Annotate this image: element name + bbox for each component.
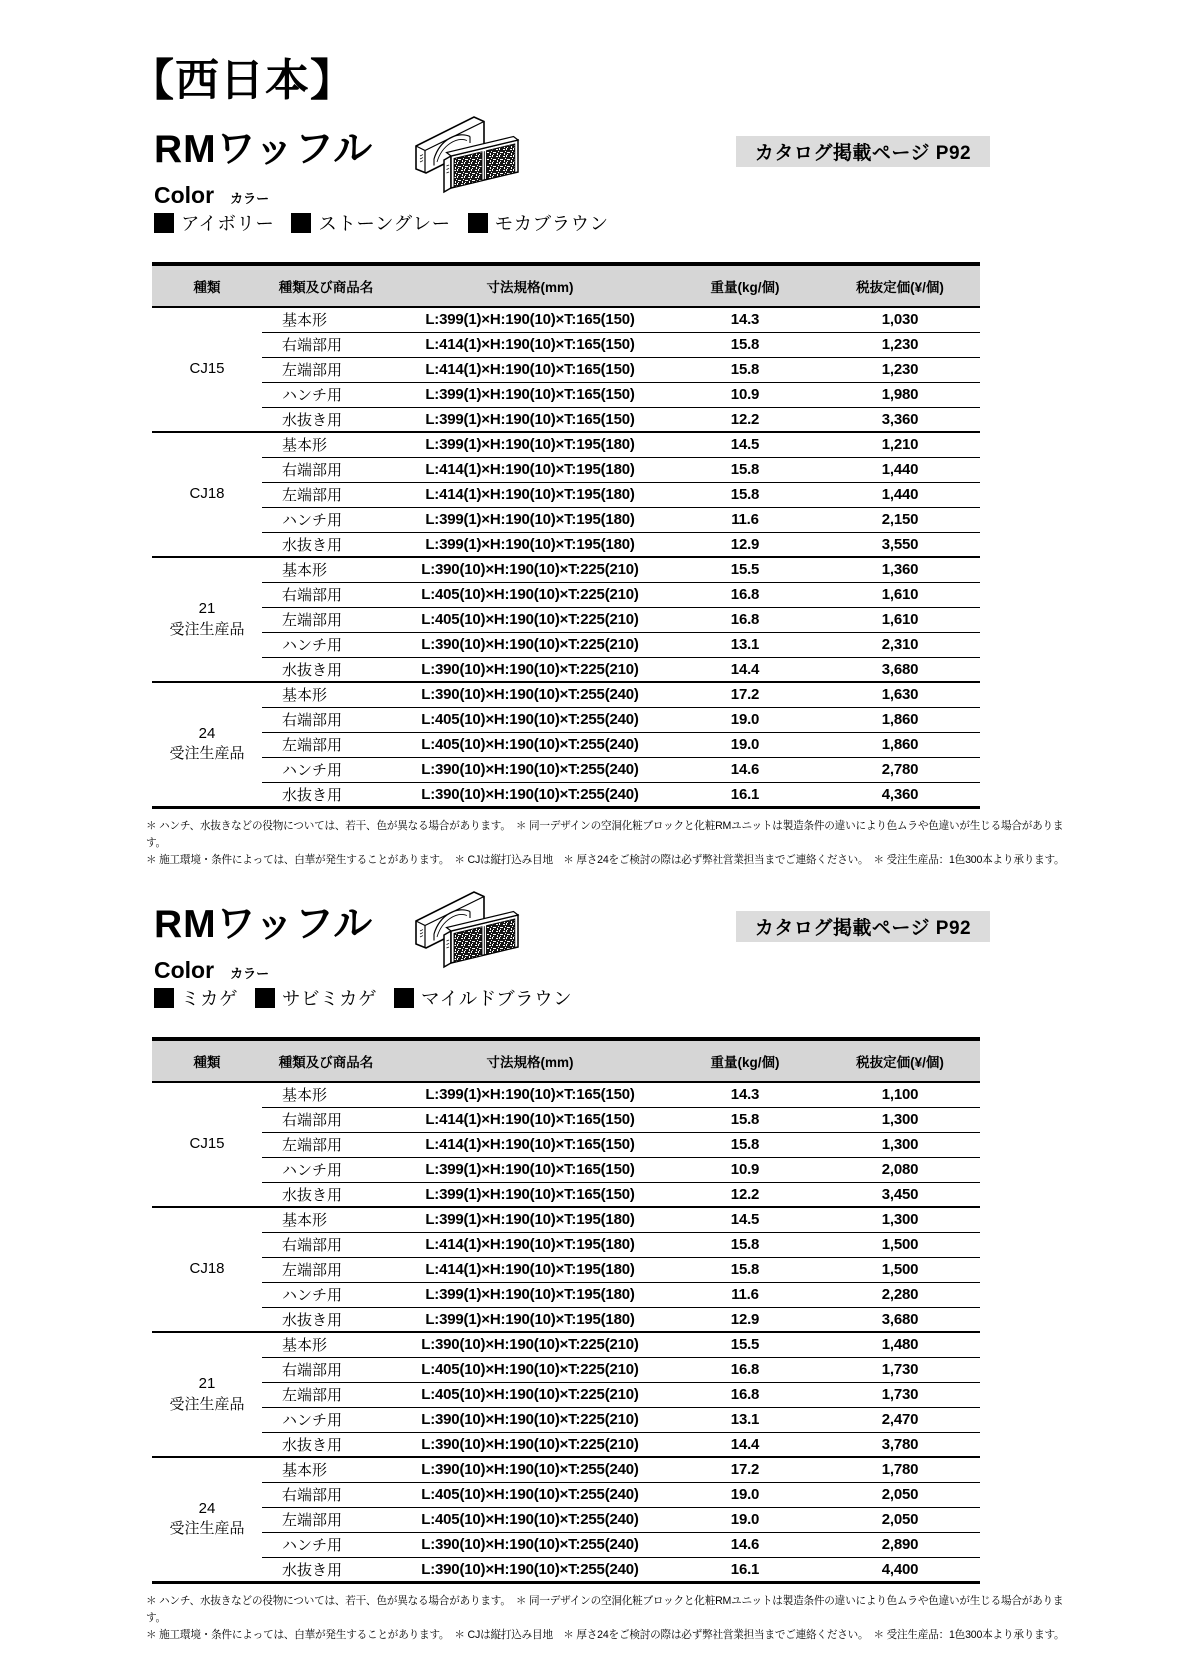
product-name-cell: 水抜き用 <box>262 1557 390 1582</box>
dimensions-cell: L:414(1)×H:190(10)×T:195(180) <box>390 1232 670 1257</box>
color-swatch-item <box>154 210 274 236</box>
weight-cell: 15.8 <box>670 357 820 382</box>
product-name-cell: 水抜き用 <box>262 532 390 557</box>
table-row <box>152 1432 980 1457</box>
product-name-cell: ハンチ用 <box>262 1282 390 1307</box>
product-name-cell: 基本形 <box>262 682 390 707</box>
table-row <box>152 1357 980 1382</box>
table-row <box>152 1532 980 1557</box>
product-name-cell: 右端部用 <box>262 457 390 482</box>
product-name-cell: 左端部用 <box>262 732 390 757</box>
product-name-cell: 右端部用 <box>262 1107 390 1132</box>
kind-cell: CJ15 <box>152 307 262 432</box>
table-row <box>152 557 980 582</box>
table-row <box>152 1507 980 1532</box>
weight-cell: 14.4 <box>670 1432 820 1457</box>
dimensions-cell: L:414(1)×H:190(10)×T:195(180) <box>390 482 670 507</box>
color-swatch-label: アイボリー <box>181 213 275 234</box>
price-cell: 1,440 <box>820 457 980 482</box>
weight-cell: 15.8 <box>670 482 820 507</box>
color-swatch-icon <box>255 988 275 1008</box>
weight-cell: 15.8 <box>670 1107 820 1132</box>
product-name-cell: 左端部用 <box>262 482 390 507</box>
kind-cell: 24 受注生産品 <box>152 682 262 807</box>
price-cell: 1,730 <box>820 1357 980 1382</box>
weight-cell: 16.8 <box>670 1357 820 1382</box>
price-cell: 3,680 <box>820 1307 980 1332</box>
weight-cell: 14.5 <box>670 1207 820 1232</box>
product-name-cell: ハンチ用 <box>262 1532 390 1557</box>
price-cell: 2,080 <box>820 1157 980 1182</box>
product-name-cell: 右端部用 <box>262 1357 390 1382</box>
table-row <box>152 332 980 357</box>
table-row <box>152 1107 980 1132</box>
price-cell: 3,780 <box>820 1432 980 1457</box>
table-row <box>152 682 980 707</box>
dimensions-cell: L:399(1)×H:190(10)×T:165(150) <box>390 407 670 432</box>
table-row <box>152 657 980 682</box>
spec-table-body <box>152 307 980 807</box>
table-row <box>152 407 980 432</box>
price-cell: 2,310 <box>820 632 980 657</box>
dimensions-cell: L:399(1)×H:190(10)×T:195(180) <box>390 507 670 532</box>
product-name-cell: 基本形 <box>262 1332 390 1357</box>
price-cell: 2,280 <box>820 1282 980 1307</box>
column-header: 税抜定価(¥/個) <box>820 1039 980 1082</box>
footnote-line: ＊ 施工環境・条件によっては、白華が発生することがあります。 ＊ CJは縦打込み目地 ＊ 厚さ24をご検討の際は必ず弊社営業担当までご連絡ください。 ＊ 受注生産品：1色300本より承ります。 <box>146 854 1065 867</box>
color-swatch-item <box>154 985 238 1011</box>
color-heading-ja: カラー <box>230 966 270 981</box>
kind-cell: 24 受注生産品 <box>152 1457 262 1582</box>
weight-cell: 13.1 <box>670 632 820 657</box>
product-name-cell: 基本形 <box>262 1207 390 1232</box>
product-name-cell: 左端部用 <box>262 1382 390 1407</box>
color-swatch-label: サビミカゲ <box>282 988 378 1009</box>
price-cell: 1,440 <box>820 482 980 507</box>
product-title: RMワッフル <box>154 128 374 171</box>
kind-cell: CJ18 <box>152 1207 262 1332</box>
price-cell: 1,300 <box>820 1207 980 1232</box>
dimensions-cell: L:399(1)×H:190(10)×T:195(180) <box>390 1282 670 1307</box>
weight-cell: 15.5 <box>670 1332 820 1357</box>
product-name-cell: 左端部用 <box>262 1257 390 1282</box>
color-heading-ja: カラー <box>230 191 270 206</box>
table-row <box>152 1257 980 1282</box>
waffle-block-illustration <box>404 106 526 204</box>
price-cell: 2,780 <box>820 757 980 782</box>
color-swatch-icon <box>154 213 174 233</box>
weight-cell: 15.8 <box>670 1132 820 1157</box>
price-cell: 1,610 <box>820 582 980 607</box>
table-row <box>152 507 980 532</box>
weight-cell: 16.8 <box>670 1382 820 1407</box>
color-swatch-label: モカブラウン <box>494 213 609 234</box>
price-cell: 1,210 <box>820 432 980 457</box>
price-cell: 3,680 <box>820 657 980 682</box>
table-row <box>152 1232 980 1257</box>
dimensions-cell: L:390(10)×H:190(10)×T:255(240) <box>390 682 670 707</box>
spec-table <box>152 262 980 809</box>
color-heading-row <box>154 182 269 209</box>
product-name-cell: 水抜き用 <box>262 1307 390 1332</box>
dimensions-cell: L:405(10)×H:190(10)×T:225(210) <box>390 607 670 632</box>
catalog-page-badge: カタログ掲載ページ P92 <box>736 911 990 942</box>
color-swatch-label: ミカゲ <box>181 988 239 1009</box>
price-cell: 3,550 <box>820 532 980 557</box>
price-cell: 2,150 <box>820 507 980 532</box>
table-row <box>152 582 980 607</box>
product-name-cell: 基本形 <box>262 307 390 332</box>
dimensions-cell: L:390(10)×H:190(10)×T:255(240) <box>390 757 670 782</box>
price-cell: 2,050 <box>820 1482 980 1507</box>
price-cell: 1,360 <box>820 557 980 582</box>
price-cell: 1,230 <box>820 357 980 382</box>
dimensions-cell: L:399(1)×H:190(10)×T:195(180) <box>390 1307 670 1332</box>
dimensions-cell: L:405(10)×H:190(10)×T:225(210) <box>390 1382 670 1407</box>
dimensions-cell: L:390(10)×H:190(10)×T:255(240) <box>390 1532 670 1557</box>
dimensions-cell: L:390(10)×H:190(10)×T:255(240) <box>390 782 670 807</box>
region-title: 【西日本】 <box>130 56 355 105</box>
table-row <box>152 607 980 632</box>
product-section <box>146 118 1067 867</box>
table-row <box>152 1332 980 1357</box>
dimensions-cell: L:405(10)×H:190(10)×T:255(240) <box>390 732 670 757</box>
column-header: 種類 <box>152 264 262 307</box>
color-swatch-icon <box>291 213 311 233</box>
product-name-cell: 右端部用 <box>262 1482 390 1507</box>
dimensions-cell: L:399(1)×H:190(10)×T:165(150) <box>390 307 670 332</box>
weight-cell: 15.8 <box>670 1257 820 1282</box>
table-row <box>152 782 980 807</box>
table-row <box>152 1457 980 1482</box>
product-name-cell: 水抜き用 <box>262 1182 390 1207</box>
weight-cell: 16.8 <box>670 582 820 607</box>
dimensions-cell: L:414(1)×H:190(10)×T:195(180) <box>390 457 670 482</box>
table-row <box>152 457 980 482</box>
weight-cell: 15.8 <box>670 332 820 357</box>
weight-cell: 15.8 <box>670 1232 820 1257</box>
dimensions-cell: L:399(1)×H:190(10)×T:165(150) <box>390 1082 670 1107</box>
weight-cell: 14.6 <box>670 757 820 782</box>
color-swatch-icon <box>394 988 414 1008</box>
footnote-line: ＊ ハンチ、水抜きなどの役物については、若干、色が異なる場合があります。 ＊ 同一デザインの空洞化粧ブロックと化粧RMユニットは製造条件の違いにより色ムラや色違いが生じる場合があります。 <box>146 820 1064 850</box>
dimensions-cell: L:414(1)×H:190(10)×T:165(150) <box>390 1107 670 1132</box>
weight-cell: 15.8 <box>670 457 820 482</box>
price-cell: 1,100 <box>820 1082 980 1107</box>
weight-cell: 15.5 <box>670 557 820 582</box>
weight-cell: 12.9 <box>670 532 820 557</box>
dimensions-cell: L:390(10)×H:190(10)×T:225(210) <box>390 1332 670 1357</box>
column-header: 重量(kg/個) <box>670 1039 820 1082</box>
weight-cell: 14.5 <box>670 432 820 457</box>
product-name-cell: 右端部用 <box>262 582 390 607</box>
column-header: 種類 <box>152 1039 262 1082</box>
column-header: 種類及び商品名 <box>262 1039 390 1082</box>
price-cell: 1,230 <box>820 332 980 357</box>
weight-cell: 12.2 <box>670 407 820 432</box>
spec-table <box>152 1037 980 1584</box>
color-swatch-item <box>468 210 609 236</box>
color-heading: Color <box>154 182 215 208</box>
table-row <box>152 482 980 507</box>
color-swatch-item <box>291 210 450 236</box>
table-row <box>152 432 980 457</box>
weight-cell: 16.8 <box>670 607 820 632</box>
price-cell: 1,500 <box>820 1257 980 1282</box>
color-swatch-list <box>154 985 572 1011</box>
table-row <box>152 307 980 332</box>
price-cell: 4,360 <box>820 782 980 807</box>
dimensions-cell: L:390(10)×H:190(10)×T:225(210) <box>390 557 670 582</box>
product-name-cell: 基本形 <box>262 432 390 457</box>
product-name-cell: 左端部用 <box>262 357 390 382</box>
column-header: 寸法規格(mm) <box>390 1039 670 1082</box>
weight-cell: 17.2 <box>670 1457 820 1482</box>
dimensions-cell: L:399(1)×H:190(10)×T:195(180) <box>390 1207 670 1232</box>
weight-cell: 13.1 <box>670 1407 820 1432</box>
product-name-cell: 水抜き用 <box>262 1432 390 1457</box>
dimensions-cell: L:414(1)×H:190(10)×T:165(150) <box>390 332 670 357</box>
product-name-cell: 右端部用 <box>262 1232 390 1257</box>
price-cell: 1,630 <box>820 682 980 707</box>
weight-cell: 10.9 <box>670 382 820 407</box>
price-cell: 4,400 <box>820 1557 980 1582</box>
product-name-cell: ハンチ用 <box>262 757 390 782</box>
color-swatch-list <box>154 210 609 236</box>
kind-cell: CJ18 <box>152 432 262 557</box>
weight-cell: 14.3 <box>670 1082 820 1107</box>
product-name-cell: ハンチ用 <box>262 632 390 657</box>
product-name-cell: 水抜き用 <box>262 407 390 432</box>
price-cell: 1,300 <box>820 1107 980 1132</box>
price-cell: 2,050 <box>820 1507 980 1532</box>
table-row <box>152 707 980 732</box>
table-row <box>152 1132 980 1157</box>
dimensions-cell: L:405(10)×H:190(10)×T:255(240) <box>390 1507 670 1532</box>
weight-cell: 12.9 <box>670 1307 820 1332</box>
weight-cell: 11.6 <box>670 507 820 532</box>
product-name-cell: 基本形 <box>262 557 390 582</box>
column-header: 寸法規格(mm) <box>390 264 670 307</box>
footnotes <box>146 1593 1070 1644</box>
weight-cell: 19.0 <box>670 1482 820 1507</box>
column-header: 種類及び商品名 <box>262 264 390 307</box>
price-cell: 2,470 <box>820 1407 980 1432</box>
catalog-page-badge: カタログ掲載ページ P92 <box>736 136 990 167</box>
product-name-cell: 水抜き用 <box>262 782 390 807</box>
spec-table-header <box>152 1039 980 1082</box>
dimensions-cell: L:390(10)×H:190(10)×T:225(210) <box>390 632 670 657</box>
product-name-cell: 右端部用 <box>262 332 390 357</box>
product-title: RMワッフル <box>154 903 374 946</box>
price-cell: 1,300 <box>820 1132 980 1157</box>
weight-cell: 19.0 <box>670 732 820 757</box>
color-swatch-item <box>255 985 377 1011</box>
weight-cell: 16.1 <box>670 782 820 807</box>
table-row <box>152 1207 980 1232</box>
table-row <box>152 1307 980 1332</box>
table-row <box>152 1282 980 1307</box>
dimensions-cell: L:390(10)×H:190(10)×T:225(210) <box>390 657 670 682</box>
product-name-cell: 基本形 <box>262 1457 390 1482</box>
color-swatch-label: ストーングレー <box>318 213 451 234</box>
dimensions-cell: L:399(1)×H:190(10)×T:195(180) <box>390 432 670 457</box>
weight-cell: 19.0 <box>670 707 820 732</box>
spec-table-body <box>152 1082 980 1582</box>
table-row <box>152 1082 980 1107</box>
price-cell: 1,860 <box>820 707 980 732</box>
price-cell: 2,890 <box>820 1532 980 1557</box>
dimensions-cell: L:405(10)×H:190(10)×T:255(240) <box>390 707 670 732</box>
dimensions-cell: L:390(10)×H:190(10)×T:255(240) <box>390 1457 670 1482</box>
dimensions-cell: L:390(10)×H:190(10)×T:225(210) <box>390 1432 670 1457</box>
kind-cell: 21 受注生産品 <box>152 1332 262 1457</box>
weight-cell: 16.1 <box>670 1557 820 1582</box>
column-header: 税抜定価(¥/個) <box>820 264 980 307</box>
dimensions-cell: L:390(10)×H:190(10)×T:225(210) <box>390 1407 670 1432</box>
price-cell: 1,480 <box>820 1332 980 1357</box>
table-row <box>152 357 980 382</box>
weight-cell: 12.2 <box>670 1182 820 1207</box>
color-swatch-item <box>394 985 572 1011</box>
weight-cell: 14.6 <box>670 1532 820 1557</box>
dimensions-cell: L:399(1)×H:190(10)×T:165(150) <box>390 1182 670 1207</box>
product-name-cell: ハンチ用 <box>262 1407 390 1432</box>
waffle-block-illustration <box>404 881 526 979</box>
weight-cell: 14.3 <box>670 307 820 332</box>
weight-cell: 17.2 <box>670 682 820 707</box>
spec-table-header <box>152 264 980 307</box>
footnotes <box>146 818 1070 869</box>
table-row <box>152 1482 980 1507</box>
color-swatch-icon <box>154 988 174 1008</box>
kind-cell: CJ15 <box>152 1082 262 1207</box>
table-row <box>152 732 980 757</box>
dimensions-cell: L:414(1)×H:190(10)×T:165(150) <box>390 1132 670 1157</box>
product-name-cell: 右端部用 <box>262 707 390 732</box>
dimensions-cell: L:405(10)×H:190(10)×T:255(240) <box>390 1482 670 1507</box>
product-name-cell: 左端部用 <box>262 607 390 632</box>
price-cell: 1,860 <box>820 732 980 757</box>
table-row <box>152 1157 980 1182</box>
product-name-cell: ハンチ用 <box>262 382 390 407</box>
color-swatch-label: マイルドブラウン <box>421 988 573 1009</box>
weight-cell: 10.9 <box>670 1157 820 1182</box>
dimensions-cell: L:414(1)×H:190(10)×T:195(180) <box>390 1257 670 1282</box>
color-heading: Color <box>154 957 215 983</box>
table-row <box>152 532 980 557</box>
price-cell: 1,730 <box>820 1382 980 1407</box>
table-row <box>152 1382 980 1407</box>
price-cell: 1,780 <box>820 1457 980 1482</box>
table-row <box>152 1407 980 1432</box>
dimensions-cell: L:399(1)×H:190(10)×T:195(180) <box>390 532 670 557</box>
price-cell: 1,030 <box>820 307 980 332</box>
color-heading-row <box>154 957 269 984</box>
weight-cell: 11.6 <box>670 1282 820 1307</box>
table-row <box>152 632 980 657</box>
product-name-cell: 水抜き用 <box>262 657 390 682</box>
dimensions-cell: L:399(1)×H:190(10)×T:165(150) <box>390 1157 670 1182</box>
dimensions-cell: L:405(10)×H:190(10)×T:225(210) <box>390 1357 670 1382</box>
dimensions-cell: L:390(10)×H:190(10)×T:255(240) <box>390 1557 670 1582</box>
product-section <box>146 893 1067 1642</box>
footnote-line: ＊ ハンチ、水抜きなどの役物については、若干、色が異なる場合があります。 ＊ 同一デザインの空洞化粧ブロックと化粧RMユニットは製造条件の違いにより色ムラや色違いが生じる場合があります。 <box>146 1595 1064 1625</box>
product-name-cell: 左端部用 <box>262 1507 390 1532</box>
product-name-cell: 基本形 <box>262 1082 390 1107</box>
product-name-cell: 左端部用 <box>262 1132 390 1157</box>
weight-cell: 14.4 <box>670 657 820 682</box>
dimensions-cell: L:405(10)×H:190(10)×T:225(210) <box>390 582 670 607</box>
footnote-line: ＊ 施工環境・条件によっては、白華が発生することがあります。 ＊ CJは縦打込み目地 ＊ 厚さ24をご検討の際は必ず弊社営業担当までご連絡ください。 ＊ 受注生産品：1色300本より承ります。 <box>146 1629 1065 1642</box>
weight-cell: 19.0 <box>670 1507 820 1532</box>
price-cell: 1,610 <box>820 607 980 632</box>
dimensions-cell: L:399(1)×H:190(10)×T:165(150) <box>390 382 670 407</box>
price-cell: 1,500 <box>820 1232 980 1257</box>
table-row <box>152 1182 980 1207</box>
product-name-cell: ハンチ用 <box>262 1157 390 1182</box>
product-name-cell: ハンチ用 <box>262 507 390 532</box>
table-row <box>152 382 980 407</box>
price-cell: 1,980 <box>820 382 980 407</box>
column-header: 重量(kg/個) <box>670 264 820 307</box>
price-cell: 3,360 <box>820 407 980 432</box>
table-row <box>152 757 980 782</box>
kind-cell: 21 受注生産品 <box>152 557 262 682</box>
dimensions-cell: L:414(1)×H:190(10)×T:165(150) <box>390 357 670 382</box>
table-row <box>152 1557 980 1582</box>
color-swatch-icon <box>468 213 488 233</box>
price-cell: 3,450 <box>820 1182 980 1207</box>
